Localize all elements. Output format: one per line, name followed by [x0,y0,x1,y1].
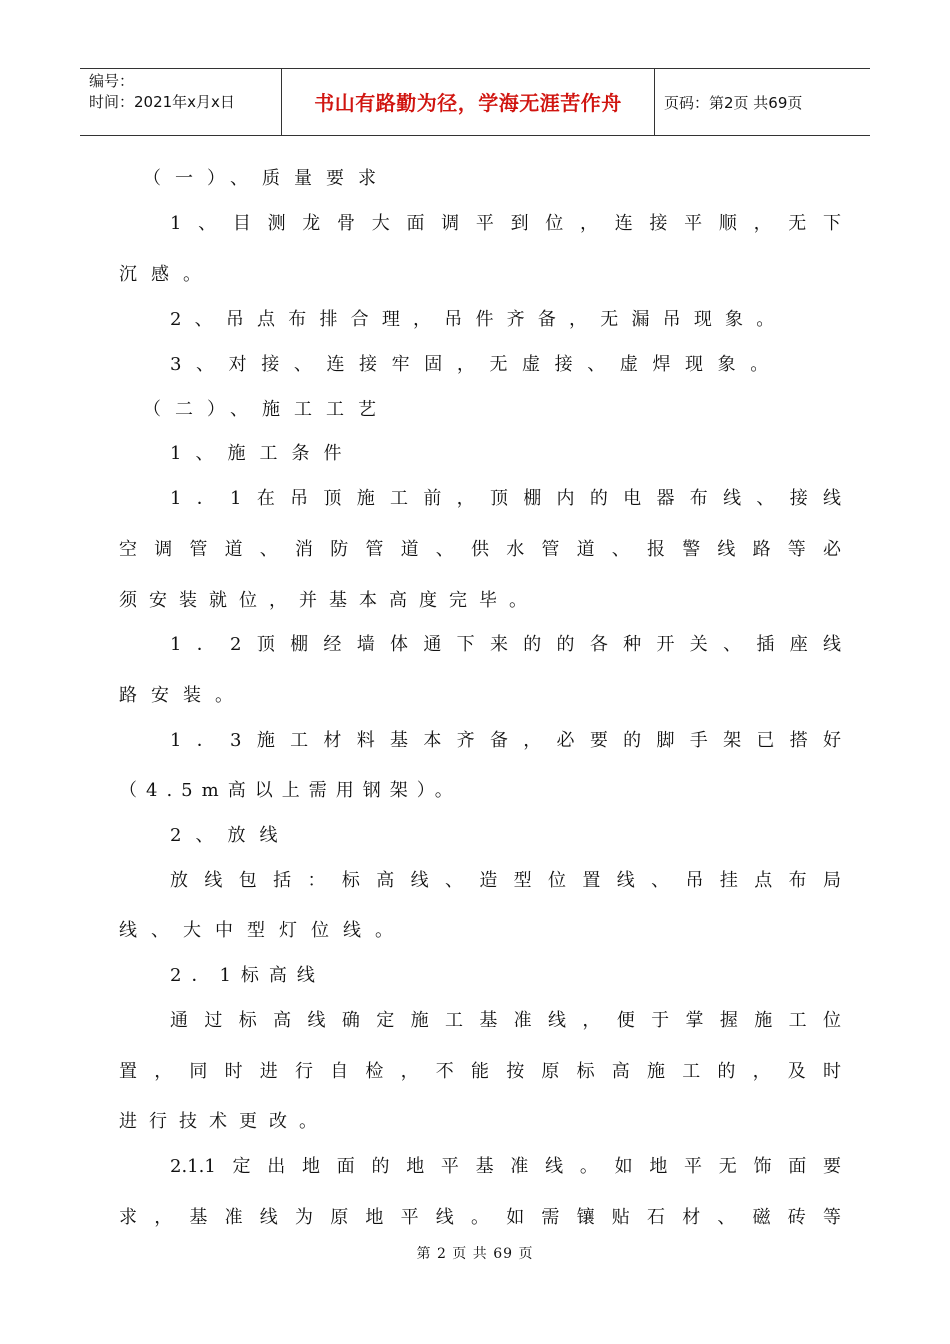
paragraph-line: 线、大中型灯位线。 [119,920,407,941]
paragraph-line: （4.5m高以上需用钢架）。 [119,780,462,801]
paragraph-line: 须安装就位，并基本高度完毕。 [119,590,539,611]
paragraph-line: 放线包括：标高线、造型位置线、吊挂点布局 [170,870,841,891]
header-meta-cell [80,69,282,135]
subheading-line: 1、施工条件 [170,443,356,464]
paragraph-line: 1、目测龙骨大面调平到位，连接平顺，无下 [170,213,841,234]
paragraph-line: 路安装。 [119,685,247,706]
paragraph-line: 空调管道、消防管道、供水管道、报警线路等必 [119,539,841,560]
paragraph-line: 求，基准线为原地平线。如需镶贴石材、磁砖等 [119,1207,841,1228]
paragraph-line: 2.1.1定出地面的地平基准线。如地平无饰面要 [170,1156,841,1177]
section-heading-process: （二）、施工工艺 [143,399,390,420]
paragraph-line: 2、吊点布排合理，吊件齐备，无漏吊现象。 [170,309,788,330]
paragraph-line: 置，同时进行自检，不能按原标高施工的，及时 [119,1061,841,1082]
section-heading-quality: （一）、质量要求 [143,168,390,189]
paragraph-line: 3、对接、连接牢固，无虚接、虚焊现象。 [170,354,783,375]
paragraph-line: 沉感。 [119,264,215,285]
subheading-line: 2．1标高线 [170,965,325,986]
document-header [80,68,870,136]
paragraph-line: 1．3施工材料基本齐备，必要的脚手架已搭好 [170,730,841,751]
header-motto: 书山有路勤为径，学海无涯苦作舟 [282,69,655,135]
subheading-line: 2、放线 [170,825,292,846]
paragraph-line: 通过标高线确定施工基准线，便于掌握施工位 [170,1010,841,1031]
paragraph-line: 1．2顶棚经墙体通下来的的各种开关、插座线 [170,634,841,655]
paragraph-line: 进行技术更改。 [119,1111,329,1132]
page-footer: 第 2 页 共 69 页 [416,1246,534,1262]
header-page-info: 页码：第2页 共69页 [664,94,803,112]
time-label: 时间：2021年x月x日 [89,93,235,111]
paragraph-line: 1．1在吊顶施工前，顶棚内的电器布线、接线 [170,488,841,509]
doc-number-label: 编号： [89,72,135,90]
